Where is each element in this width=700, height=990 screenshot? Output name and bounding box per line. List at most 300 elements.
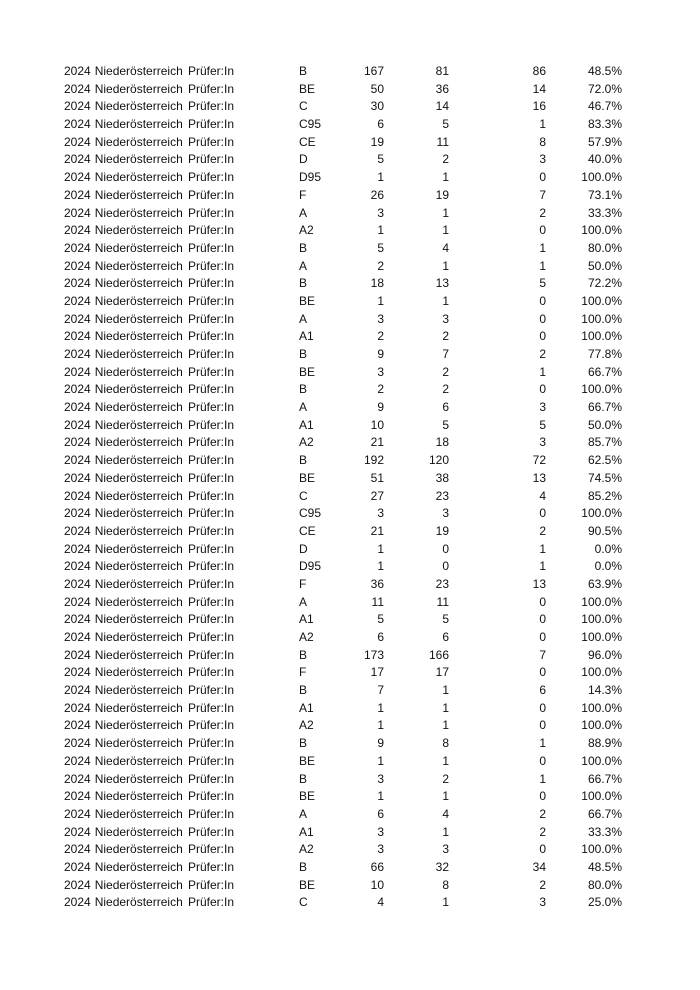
total-count-cell: 66 [370,859,384,874]
pass-rate-cell: 80.0% [587,877,622,892]
role-cell: Prüfer:In [188,877,235,892]
failed-count-cell: 0 [539,594,546,609]
total-count-cell: 4 [377,895,384,910]
role-cell: Prüfer:In [188,382,235,397]
table-row [0,717,700,735]
passed-count-cell: 2 [442,329,449,344]
state-cell: Niederösterreich [94,789,183,804]
failed-count-cell: 3 [539,435,546,450]
role-cell: Prüfer:In [188,559,235,574]
table-row [0,664,700,682]
year-cell: 2024 [64,258,91,273]
role-cell: Prüfer:In [188,258,235,273]
year-cell: 2024 [64,523,91,538]
passed-count-cell: 120 [428,453,449,468]
license-class-cell: BE [299,81,316,96]
role-cell: Prüfer:In [188,895,235,910]
passed-count-cell: 1 [442,683,449,698]
year-cell: 2024 [64,240,91,255]
state-cell: Niederösterreich [94,665,183,680]
state-cell: Niederösterreich [94,736,183,751]
state-cell: Niederösterreich [94,134,183,149]
total-count-cell: 3 [377,205,384,220]
role-cell: Prüfer:In [188,453,235,468]
year-cell: 2024 [64,187,91,202]
pass-rate-cell: 14.3% [587,683,622,698]
role-cell: Prüfer:In [188,736,235,751]
total-count-cell: 17 [370,665,384,680]
passed-count-cell: 1 [442,700,449,715]
total-count-cell: 9 [377,400,384,415]
total-count-cell: 2 [377,382,384,397]
total-count-cell: 7 [377,683,384,698]
table-row [0,151,700,169]
role-cell: Prüfer:In [188,417,235,432]
role-cell: Prüfer:In [188,117,235,132]
table-row [0,859,700,877]
total-count-cell: 3 [377,842,384,857]
pass-rate-cell: 80.0% [587,240,622,255]
passed-count-cell: 18 [435,435,449,450]
year-cell: 2024 [64,647,91,662]
table-row [0,328,700,346]
role-cell: Prüfer:In [188,771,235,786]
state-cell: Niederösterreich [94,99,183,114]
passed-count-cell: 2 [442,152,449,167]
passed-count-cell: 11 [436,134,449,149]
passed-count-cell: 1 [442,258,449,273]
pass-rate-cell: 100.0% [581,311,622,326]
license-class-cell: B [299,453,308,468]
passed-count-cell: 2 [442,382,449,397]
table-row [0,505,700,523]
failed-count-cell: 3 [539,400,546,415]
license-class-cell: BE [299,470,316,485]
total-count-cell: 1 [377,223,384,238]
role-cell: Prüfer:In [188,81,235,96]
passed-count-cell: 19 [435,187,449,202]
total-count-cell: 167 [363,64,384,78]
total-count-cell: 1 [377,559,384,574]
role-cell: Prüfer:In [188,576,235,591]
failed-count-cell: 34 [532,859,546,874]
role-cell: Prüfer:In [188,400,235,415]
year-cell: 2024 [64,824,91,839]
failed-count-cell: 0 [539,630,546,644]
pass-rate-cell: 90.5% [587,523,622,538]
table-row [0,523,700,541]
role-cell: Prüfer:In [188,523,235,538]
failed-count-cell: 0 [539,170,546,185]
failed-count-cell: 13 [532,576,546,591]
role-cell: Prüfer:In [188,152,235,167]
license-class-cell: A [299,311,308,326]
table-row [0,877,700,895]
license-class-cell: D [299,541,308,556]
table-row [0,116,700,134]
year-cell: 2024 [64,683,91,698]
license-class-cell: B [299,736,308,751]
passed-count-cell: 11 [436,594,449,609]
passed-count-cell: 36 [435,81,449,96]
pass-rate-cell: 100.0% [581,665,622,680]
pass-rate-cell: 62.5% [587,453,622,468]
year-cell: 2024 [64,205,91,220]
passed-count-cell: 1 [442,895,449,910]
failed-count-cell: 8 [539,134,546,149]
year-cell: 2024 [64,612,91,627]
pass-rate-cell: 50.0% [587,417,622,432]
role-cell: Prüfer:In [188,99,235,114]
license-class-cell: C95 [299,117,322,132]
role-cell: Prüfer:In [188,276,235,291]
license-class-cell: C [299,488,308,503]
pass-rate-cell: 100.0% [581,594,622,609]
table-row [0,452,700,470]
total-count-cell: 3 [377,311,384,326]
pass-rate-cell: 72.0% [587,81,622,96]
year-cell: 2024 [64,718,91,733]
state-cell: Niederösterreich [94,170,183,185]
role-cell: Prüfer:In [188,718,235,733]
pass-rate-cell: 100.0% [581,329,622,344]
data-table [0,63,700,912]
license-class-cell: CE [299,523,316,538]
passed-count-cell: 38 [435,470,449,485]
failed-count-cell: 1 [539,240,546,255]
license-class-cell: B [299,347,308,361]
failed-count-cell: 0 [539,842,546,857]
year-cell: 2024 [64,877,91,892]
total-count-cell: 18 [370,276,384,291]
license-class-cell: B [299,683,308,698]
license-class-cell: C [299,99,308,114]
state-cell: Niederösterreich [94,81,183,96]
license-class-cell: BE [299,753,316,768]
table-row [0,293,700,311]
table-row [0,63,700,81]
failed-count-cell: 7 [539,647,546,662]
table-row [0,771,700,789]
pass-rate-cell: 0.0% [594,541,622,556]
license-class-cell: B [299,64,308,78]
state-cell: Niederösterreich [94,223,183,238]
license-class-cell: A2 [299,718,314,733]
year-cell: 2024 [64,364,91,379]
total-count-cell: 26 [370,187,384,202]
table-row [0,240,700,258]
total-count-cell: 10 [370,877,384,892]
state-cell: Niederösterreich [94,700,183,715]
state-cell: Niederösterreich [94,258,183,273]
passed-count-cell: 2 [442,771,449,786]
passed-count-cell: 13 [435,276,449,291]
pass-rate-cell: 74.5% [587,470,622,485]
table-row [0,381,700,399]
license-class-cell: B [299,276,308,291]
failed-count-cell: 1 [539,771,546,786]
failed-count-cell: 1 [539,736,546,751]
failed-count-cell: 13 [532,470,546,485]
year-cell: 2024 [64,488,91,503]
license-class-cell: A1 [299,329,314,344]
license-class-cell: B [299,771,308,786]
total-count-cell: 21 [370,523,384,538]
passed-count-cell: 3 [442,311,449,326]
role-cell: Prüfer:In [188,293,235,308]
table-row [0,364,700,382]
pass-rate-cell: 100.0% [581,223,622,238]
year-cell: 2024 [64,81,91,96]
pass-rate-cell: 40.0% [587,152,622,167]
pass-rate-cell: 33.3% [587,824,622,839]
state-cell: Niederösterreich [94,806,183,821]
state-cell: Niederösterreich [94,718,183,733]
license-class-cell: C [299,895,308,910]
year-cell: 2024 [64,859,91,874]
failed-count-cell: 3 [539,895,546,910]
table-row [0,134,700,152]
pass-rate-cell: 50.0% [587,258,622,273]
state-cell: Niederösterreich [94,311,183,326]
passed-count-cell: 3 [442,842,449,857]
total-count-cell: 2 [377,329,384,344]
state-cell: Niederösterreich [94,541,183,556]
passed-count-cell: 0 [442,559,449,574]
year-cell: 2024 [64,152,91,167]
pass-rate-cell: 100.0% [581,842,622,857]
year-cell: 2024 [64,99,91,114]
role-cell: Prüfer:In [188,470,235,485]
failed-count-cell: 86 [532,64,546,78]
state-cell: Niederösterreich [94,824,183,839]
pass-rate-cell: 100.0% [581,612,622,627]
failed-count-cell: 16 [532,99,546,114]
license-class-cell: CE [299,134,316,149]
year-cell: 2024 [64,789,91,804]
total-count-cell: 173 [363,647,384,662]
role-cell: Prüfer:In [188,223,235,238]
state-cell: Niederösterreich [94,470,183,485]
passed-count-cell: 166 [428,647,449,662]
passed-count-cell: 5 [442,612,449,627]
license-class-cell: F [299,576,307,591]
table-row [0,488,700,506]
role-cell: Prüfer:In [188,240,235,255]
license-class-cell: B [299,382,308,397]
table-row [0,700,700,718]
state-cell: Niederösterreich [94,205,183,220]
passed-count-cell: 23 [435,576,449,591]
table-row [0,81,700,99]
year-cell: 2024 [64,417,91,432]
role-cell: Prüfer:In [188,824,235,839]
failed-count-cell: 1 [539,258,546,273]
pass-rate-cell: 100.0% [581,753,622,768]
pass-rate-cell: 83.3% [587,117,622,132]
pass-rate-cell: 57.9% [587,134,622,149]
role-cell: Prüfer:In [188,541,235,556]
total-count-cell: 6 [377,630,384,644]
year-cell: 2024 [64,806,91,821]
role-cell: Prüfer:In [188,435,235,450]
failed-count-cell: 0 [539,718,546,733]
failed-count-cell: 0 [539,223,546,238]
passed-count-cell: 19 [435,523,449,538]
year-cell: 2024 [64,134,91,149]
year-cell: 2024 [64,559,91,574]
total-count-cell: 1 [377,293,384,308]
role-cell: Prüfer:In [188,859,235,874]
pass-rate-cell: 48.5% [587,64,622,78]
total-count-cell: 9 [377,347,384,361]
state-cell: Niederösterreich [94,364,183,379]
failed-count-cell: 2 [539,806,546,821]
state-cell: Niederösterreich [94,647,183,662]
pass-rate-cell: 66.7% [587,364,622,379]
table-row [0,205,700,223]
total-count-cell: 2 [377,258,384,273]
license-class-cell: D95 [299,559,322,574]
total-count-cell: 11 [371,594,384,609]
table-row [0,735,700,753]
failed-count-cell: 0 [539,665,546,680]
state-cell: Niederösterreich [94,771,183,786]
table-row [0,346,700,364]
passed-count-cell: 8 [442,877,449,892]
role-cell: Prüfer:In [188,347,235,361]
table-row [0,98,700,116]
passed-count-cell: 2 [442,364,449,379]
total-count-cell: 10 [370,417,384,432]
failed-count-cell: 2 [539,205,546,220]
state-cell: Niederösterreich [94,506,183,521]
pass-rate-cell: 100.0% [581,170,622,185]
failed-count-cell: 1 [539,541,546,556]
total-count-cell: 9 [377,736,384,751]
table-row [0,594,700,612]
state-cell: Niederösterreich [94,276,183,291]
table-row [0,222,700,240]
total-count-cell: 1 [377,753,384,768]
total-count-cell: 3 [377,771,384,786]
state-cell: Niederösterreich [94,488,183,503]
total-count-cell: 5 [377,152,384,167]
year-cell: 2024 [64,329,91,344]
state-cell: Niederösterreich [94,417,183,432]
state-cell: Niederösterreich [94,187,183,202]
state-cell: Niederösterreich [94,630,183,644]
total-count-cell: 3 [377,506,384,521]
pass-rate-cell: 77.8% [587,347,622,361]
total-count-cell: 50 [370,81,384,96]
role-cell: Prüfer:In [188,647,235,662]
state-cell: Niederösterreich [94,842,183,857]
license-class-cell: A1 [299,824,314,839]
year-cell: 2024 [64,665,91,680]
state-cell: Niederösterreich [94,683,183,698]
table-row [0,169,700,187]
role-cell: Prüfer:In [188,506,235,521]
year-cell: 2024 [64,541,91,556]
license-class-cell: C95 [299,506,322,521]
pass-rate-cell: 100.0% [581,789,622,804]
pass-rate-cell: 25.0% [587,895,622,910]
table-row [0,258,700,276]
table-row [0,647,700,665]
passed-count-cell: 8 [442,736,449,751]
table-row [0,576,700,594]
passed-count-cell: 1 [442,170,449,185]
license-class-cell: A1 [299,417,314,432]
table-row [0,682,700,700]
license-class-cell: A [299,400,308,415]
failed-count-cell: 0 [539,612,546,627]
passed-count-cell: 1 [442,205,449,220]
pass-rate-cell: 72.2% [587,276,622,291]
table-row [0,806,700,824]
table-row [0,788,700,806]
pass-rate-cell: 96.0% [587,647,622,662]
passed-count-cell: 5 [442,117,449,132]
state-cell: Niederösterreich [94,859,183,874]
failed-count-cell: 5 [539,417,546,432]
year-cell: 2024 [64,842,91,857]
total-count-cell: 30 [370,99,384,114]
role-cell: Prüfer:In [188,806,235,821]
failed-count-cell: 0 [539,789,546,804]
pass-rate-cell: 48.5% [587,859,622,874]
failed-count-cell: 3 [539,152,546,167]
role-cell: Prüfer:In [188,205,235,220]
table-row [0,753,700,771]
license-class-cell: A1 [299,612,314,627]
state-cell: Niederösterreich [94,400,183,415]
license-class-cell: BE [299,877,316,892]
state-cell: Niederösterreich [94,895,183,910]
failed-count-cell: 2 [539,824,546,839]
state-cell: Niederösterreich [94,435,183,450]
table-row [0,399,700,417]
failed-count-cell: 7 [539,187,546,202]
state-cell: Niederösterreich [94,559,183,574]
passed-count-cell: 1 [442,824,449,839]
pass-rate-cell: 85.2% [587,488,622,503]
license-class-cell: B [299,647,308,662]
role-cell: Prüfer:In [188,364,235,379]
license-class-cell: A [299,205,308,220]
passed-count-cell: 4 [442,806,449,821]
license-class-cell: A2 [299,630,314,644]
state-cell: Niederösterreich [94,382,183,397]
role-cell: Prüfer:In [188,842,235,857]
state-cell: Niederösterreich [94,612,183,627]
total-count-cell: 3 [377,364,384,379]
failed-count-cell: 0 [539,382,546,397]
failed-count-cell: 1 [539,117,546,132]
state-cell: Niederösterreich [94,152,183,167]
license-class-cell: BE [299,364,316,379]
failed-count-cell: 1 [539,559,546,574]
pass-rate-cell: 100.0% [581,630,622,644]
table-row [0,417,700,435]
table-row [0,541,700,559]
state-cell: Niederösterreich [94,293,183,308]
license-class-cell: D95 [299,170,322,185]
passed-count-cell: 5 [442,417,449,432]
year-cell: 2024 [64,576,91,591]
pass-rate-cell: 100.0% [581,382,622,397]
